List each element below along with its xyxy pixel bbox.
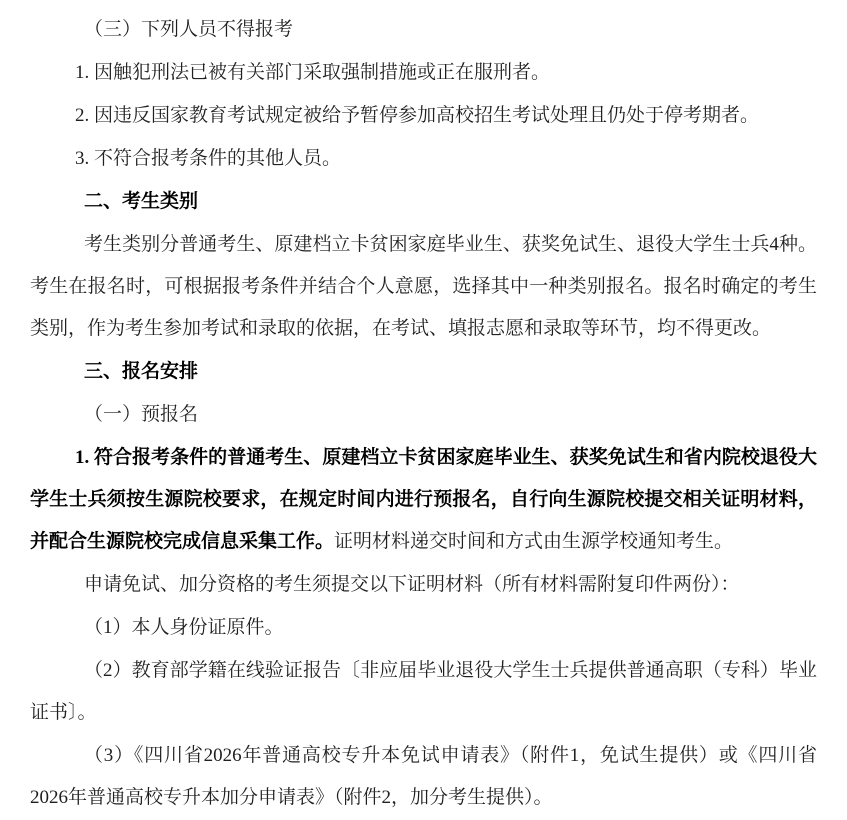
material-item-3: （3）《四川省2026年普通高校专升本免试申请表》（附件1，免试生提供）或《四川省2026年普通高校专升本加分申请表》（附件2，加分考生提供）。	[30, 745, 817, 808]
pre-registration-requirements-bold: 1. 符合报考条件的普通考生、原建档立卡贫困家庭毕业生、获奖免试生和省内院校退役大学生士兵须按生源院校要求，在规定时间内进行预报名，自行向生源院校提交相关证明材料，并配合生源院校完成信息采集工作。	[30, 447, 817, 552]
subheading-ineligible-applicants: （三）下列人员不得报考	[84, 19, 294, 40]
subheading-pre-registration: （一）预报名	[84, 404, 199, 425]
section-heading-registration-arrangement: 三、报名安排	[84, 361, 199, 382]
material-item-1: （1）本人身份证原件。	[84, 617, 284, 638]
materials-submission-note: 证明材料递交时间和方式由生源学校通知考生。	[334, 531, 734, 552]
ineligible-item-2: 2. 因违反国家教育考试规定被给予暂停参加高校招生考试处理且仍处于停考期者。	[75, 105, 760, 126]
candidate-categories-paragraph: 考生类别分普通考生、原建档立卡贫困家庭毕业生、获奖免试生、退役大学生士兵4种。考生在报名时，可根据报考条件并结合个人意愿，选择其中一种类别报名。报名时确定的考生类别，作为考生参加考试和录取的依据，在考试、填报志愿和录取等环节，均不得更改。	[30, 234, 817, 339]
material-item-2: （2）教育部学籍在线验证报告〔非应届毕业退役大学生士兵提供普通高职（专科）毕业证书〕。	[30, 660, 817, 723]
exemption-bonus-materials-intro: 申请免试、加分资格的考生须提交以下证明材料（所有材料需附复印件两份）：	[84, 574, 740, 595]
ineligible-item-3: 3. 不符合报考条件的其他人员。	[75, 148, 342, 169]
pre-registration-paragraph	[30, 437, 817, 563]
section-heading-candidate-categories: 二、考生类别	[84, 191, 199, 212]
ineligible-item-1: 1. 因触犯刑法已被有关部门采取强制措施或正在服刑者。	[75, 62, 551, 83]
